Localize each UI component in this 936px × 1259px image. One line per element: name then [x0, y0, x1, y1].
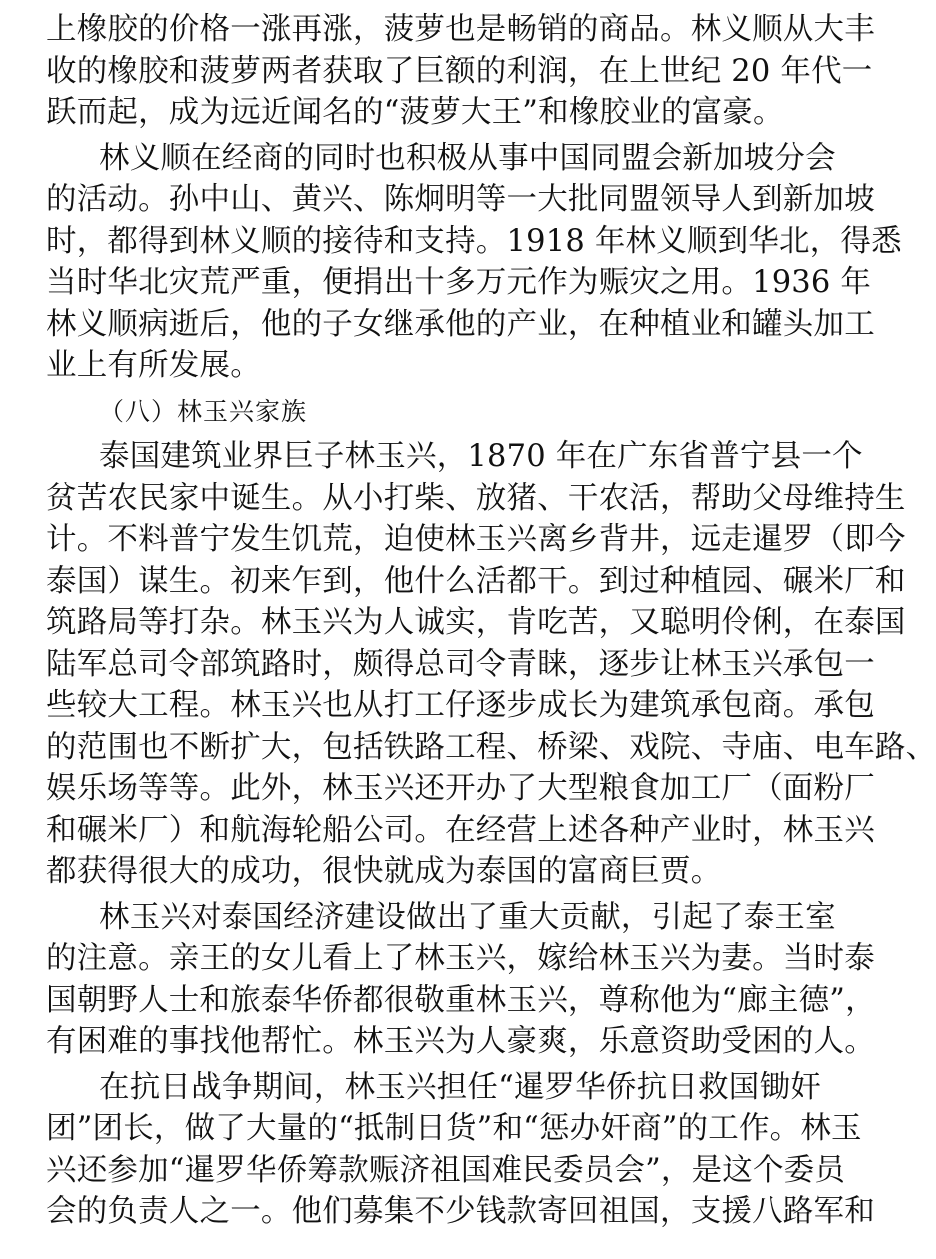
text-line: 贫苦农民家中诞生。从小打柴、放猪、干农活，帮助父母维持生 — [46, 480, 906, 516]
text-line: 跃而起，成为远近闻名的“菠萝大王”和橡胶业的富豪。 — [46, 95, 784, 130]
text-line: 都获得很大的成功，很快就成为泰国的富商巨贾。 — [46, 854, 722, 889]
text-line: 计。不料普宁发生饥荒，迫使林玉兴离乡背井，远走暹罗（即今 — [46, 522, 906, 557]
text-line: 林义顺病逝后，他的子女继承他的产业，在种植业和罐头加工 — [46, 306, 875, 342]
text-line: 当时华北灾荒严重，便捐出十多万元作为赈灾之用。1936 年 — [46, 265, 872, 300]
text-line: 些较大工程。林玉兴也从打工仔逐步成长为建筑承包商。承包 — [46, 688, 875, 723]
section-heading: （八）林玉兴家族 — [99, 396, 308, 426]
text-line: 筑路局等打杂。林玉兴为人诚实，肯吃苦，又聪明伶俐，在泰国 — [46, 605, 906, 640]
text-line: 上橡胶的价格一涨再涨，菠萝也是畅销的商品。林义顺从大丰 — [46, 12, 875, 47]
text-line: 泰国）谋生。初来乍到，他什么活都干。到过种植园、碾米厂和 — [46, 563, 906, 599]
text-line: 陆军总司令部筑路时，颇得总司令青睐，逐步让林玉兴承包一 — [46, 646, 875, 682]
text-line: 有困难的事找他帮忙。林玉兴为人豪爽，乐意资助受困的人。 — [46, 1024, 875, 1059]
text-line: 的注意。亲王的女儿看上了林玉兴，嫁给林玉兴为妻。当时泰 — [46, 941, 875, 976]
paragraph-first-line: 泰国建筑业界巨子林玉兴，1870 年在广东省普宁县一个 — [99, 439, 863, 474]
text-line: 的范围也不断扩大，包括铁路工程、桥梁、戏院、寺庙、电车路、 — [46, 729, 936, 765]
text-line: 和碾米厂）和航海轮船公司。在经营上述各种产业时，林玉兴 — [46, 812, 875, 848]
text-line: 收的橡胶和菠萝两者获取了巨额的利润，在上世纪 20 年代一 — [46, 53, 873, 89]
paragraph-first-line: 在抗日战争期间，林玉兴担任“暹罗华侨抗日救国锄奸 — [99, 1069, 821, 1105]
text-line: 国朝野人士和旅泰华侨都很敬重林玉兴，尊称他为“廊主德”， — [46, 982, 876, 1018]
text-line: 娱乐场等等。此外，林玉兴还开办了大型粮食加工厂（面粉厂 — [46, 771, 875, 806]
text-line: 业上有所发展。 — [46, 348, 261, 383]
text-line: 会的负责人之一。他们募集不少钱款寄回祖国，支援八路军和 — [46, 1194, 875, 1229]
paragraph-first-line: 林义顺在经商的同时也积极从事中国同盟会新加坡分会 — [99, 140, 836, 176]
text-line: 兴还参加“暹罗华侨筹款赈济祖国难民委员会”，是这个委员 — [46, 1152, 846, 1188]
paragraph-first-line: 林玉兴对泰国经济建设做出了重大贡献，引起了泰王室 — [99, 899, 836, 935]
text-line: 时，都得到林义顺的接待和支持。1918 年林义顺到华北，得悉 — [46, 223, 902, 259]
text-line: 的活动。孙中山、黄兴、陈炯明等一大批同盟领导人到新加坡 — [46, 182, 875, 217]
text-line: 团”团长，做了大量的“抵制日货”和“惩办奸商”的工作。林玉 — [46, 1111, 862, 1146]
